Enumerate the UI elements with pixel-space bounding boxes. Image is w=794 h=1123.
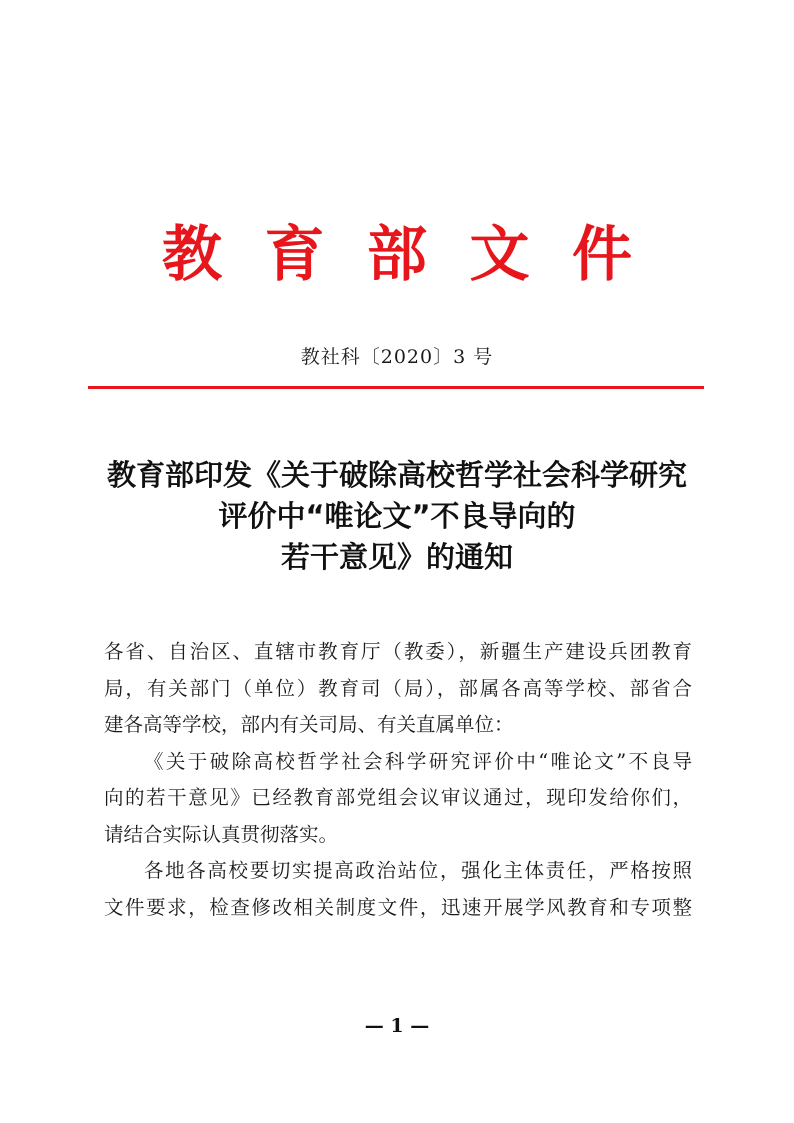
body-line: 向的若干意见》已经教育部党组会议审议通过，现印发给你们， [104,786,692,809]
masthead [90,215,704,295]
body-paragraph-1 [104,744,692,854]
title-line: 教育部印发《关于破除高校哲学社会科学研究 [106,458,687,492]
body-paragraph-2 [104,853,692,926]
masthead-char: 教 [162,220,222,290]
masthead-char: 育 [264,220,325,290]
masthead-char: 部 [367,220,427,290]
body-line: 各省、自治区、直辖市教育厅（教委），新疆生产建设兵团教育 [104,640,692,663]
document-number: 教社科〔2020〕3 号 [300,346,494,368]
page-number: — 1 — [364,1015,430,1037]
body-line: 局，有关部门（单位）教育司（局），部属各高等学校、部省合 [104,676,692,700]
body-line: 建各高等学校，部内有关司局、有关直属单位： [104,713,514,736]
document-title [88,455,706,578]
title-line: 评价中“唯论文”不良导向的 [218,499,576,533]
body-text [104,634,692,926]
body-line: 《关于破除高校哲学社会科学研究评价中“唯论文”不良导 [144,749,692,773]
masthead-char: 件 [572,220,632,290]
body-line: 文件要求，检查修改相关制度文件，迅速开展学风教育和专项整 [104,895,692,919]
body-line: 请结合实际认真贯彻落实。 [104,822,339,846]
masthead-char: 文 [469,220,530,290]
red-divider [88,386,704,389]
title-line: 若干意见》的通知 [280,540,513,574]
addressee-paragraph [104,634,692,744]
body-line: 各地各高校要切实提高政治站位，强化主体责任，严格按照 [144,859,692,882]
